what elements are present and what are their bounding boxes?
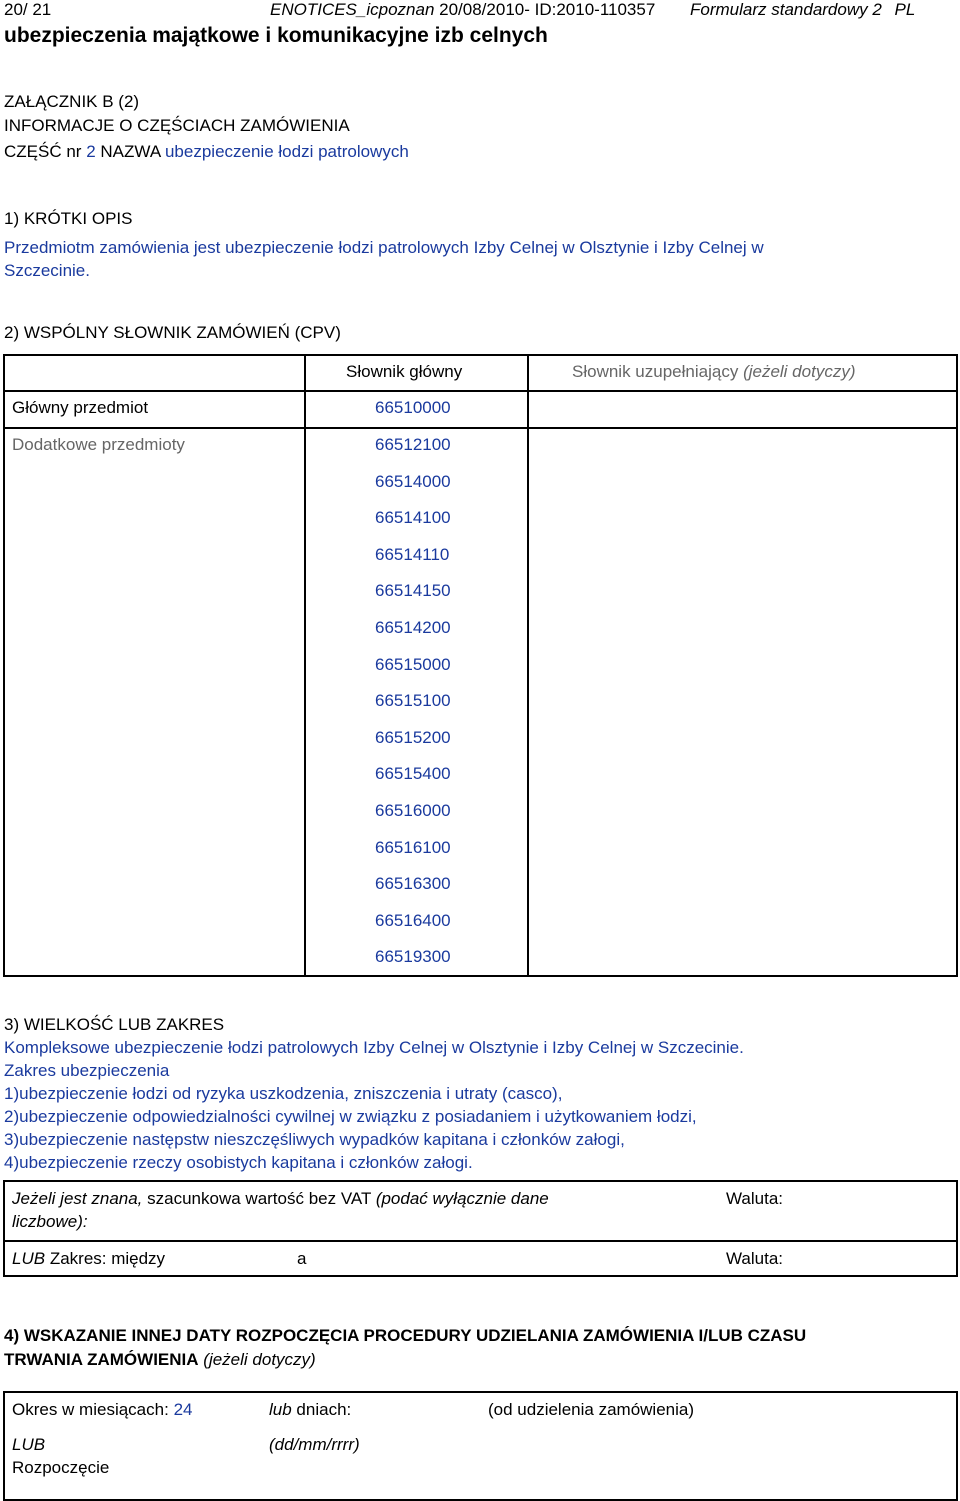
section3-title: 3) WIELKOŚĆ LUB ZAKRES [4,1015,225,1034]
additional-code: 66516400 [375,910,451,930]
additional-code: 66514110 [375,544,450,564]
range-and: a [297,1249,307,1268]
value-if-known: Jeżeli jest znana, [12,1189,143,1208]
annex-title: ZAŁĄCZNIK B (2) [4,92,140,111]
col-supp-label: Słownik uzupełniający [572,362,739,381]
section3-line: 4)ubezpieczenie rzeczy osobistych kapitana i członków załogi. [4,1153,473,1172]
part-name: ubezpieczenie łodzi patrolowych [164,142,409,161]
additional-code: 66514000 [375,471,451,491]
additional-code: 66519300 [375,947,451,967]
additional-code: 66516300 [375,874,451,894]
additional-code: 66516100 [375,837,451,857]
col-supp-note: (jeżeli dotyczy) [743,362,856,381]
additional-code: 66514150 [375,581,451,601]
annex-subtitle: INFORMACJE O CZĘŚCIACH ZAMÓWIENIA [4,116,350,135]
range-or: LUB [12,1249,46,1268]
name-label: NAZWA [100,142,161,161]
section2-title: 2) WSPÓLNY SŁOWNIK ZAMÓWIEŃ (CPV) [4,323,341,342]
main-object-code: 66510000 [375,398,451,417]
page-number: 20/ 21 [4,0,52,19]
section1-text-line1: Przedmiotm zamówienia jest ubezpieczenie łodzi patrolowych Izby Celnej w Olsztynie i Izby Celnej w [4,238,764,257]
main-object-label: Główny przedmiot [12,398,149,417]
days-label: dniach: [296,1400,352,1419]
days-row [269,1400,351,1420]
additional-code: 66515000 [375,654,451,674]
section3-line: 2)ubezpieczenie odpowiedzialności cywilnej w związku z posiadaniem i użytkowaniem łodzi, [4,1107,697,1126]
col-supplementary-dictionary [572,362,855,382]
additional-code: 66515200 [375,727,451,747]
value-note: (podać wyłącznie dane [375,1189,549,1208]
cpv-row-divider-1 [3,390,958,392]
additional-code: 66514200 [375,618,451,637]
notice-id [270,0,655,20]
part-number: 2 [86,142,96,161]
section4-title-note: (jeżeli dotyczy) [203,1350,316,1369]
cpv-divider-right [527,354,529,977]
section1-title: 1) KRÓTKI OPIS [4,209,133,228]
range-label: Zakres: między [49,1249,166,1268]
from-award: (od udzielenia zamówienia) [488,1400,695,1419]
value-box-divider [3,1240,958,1242]
additional-objects-label: Dodatkowe przedmioty [12,435,185,454]
section1-text-line2: Szczecinie. [4,261,90,280]
additional-code: 66515100 [375,691,451,711]
currency-label-2: Waluta: [726,1249,784,1268]
section4-title-bold: TRWANIA ZAMÓWIENIA [4,1350,199,1369]
form-name [690,0,915,20]
value-text: szacunkowa wartość bez VAT [147,1189,372,1208]
months-row [12,1400,192,1420]
form-name-label: Formularz standardowy 2 [690,0,882,19]
section3-line: 3)ubezpieczenie następstw nieszczęśliwych wypadków kapitana i członków załogi, [4,1130,625,1149]
date-format: (dd/mm/rrrr) [269,1435,360,1454]
cpv-row-divider-2 [3,427,958,429]
section3-line: Zakres ubezpieczenia [4,1061,170,1080]
additional-code: 66516000 [375,801,451,820]
range-row [12,1249,165,1269]
additional-code: 66514100 [375,508,451,528]
section4-title-line1: 4) WSKAZANIE INNEJ DATY ROZPOCZĘCIA PROCEDURY UDZIELANIA ZAMÓWIENIA I/LUB CZASU [4,1326,807,1345]
part-heading [4,142,409,162]
additional-code: 66512100 [375,435,451,454]
additional-code: 66515400 [375,764,451,784]
notice-id-suffix: - ID:2010-110357 [524,0,656,19]
notice-date: 20/08/2010 [439,0,525,19]
months-label: Okres w miesiącach: [12,1400,169,1419]
days-or: lub [269,1400,292,1419]
language-code: PL [894,0,916,19]
currency-label: Waluta: [726,1189,784,1208]
part-label: CZĘŚĆ nr [4,142,82,161]
document-subtitle: ubezpieczenia majątkowe i komunikacyjne izb celnych [4,24,548,47]
section3-line: 1)ubezpieczenie łodzi od ryzyka uszkodzenia, zniszczenia i utraty (casco), [4,1084,563,1103]
estimated-value-label [12,1189,549,1209]
cpv-divider-left [304,354,306,977]
section4-title-line2 [4,1350,316,1370]
col-main-dictionary: Słownik główny [346,362,463,381]
notice-id-prefix: ENOTICES_icpoznan [270,0,435,19]
section3-line: Kompleksowe ubezpieczenie łodzi patrolowych Izby Celnej w Olsztynie i Izby Celnej w Szczecinie. [4,1038,744,1057]
value-note-cont: liczbowe): [12,1212,88,1231]
start-or: LUB [12,1435,46,1454]
months-value: 24 [173,1400,193,1419]
start-label: Rozpoczęcie [12,1458,110,1477]
